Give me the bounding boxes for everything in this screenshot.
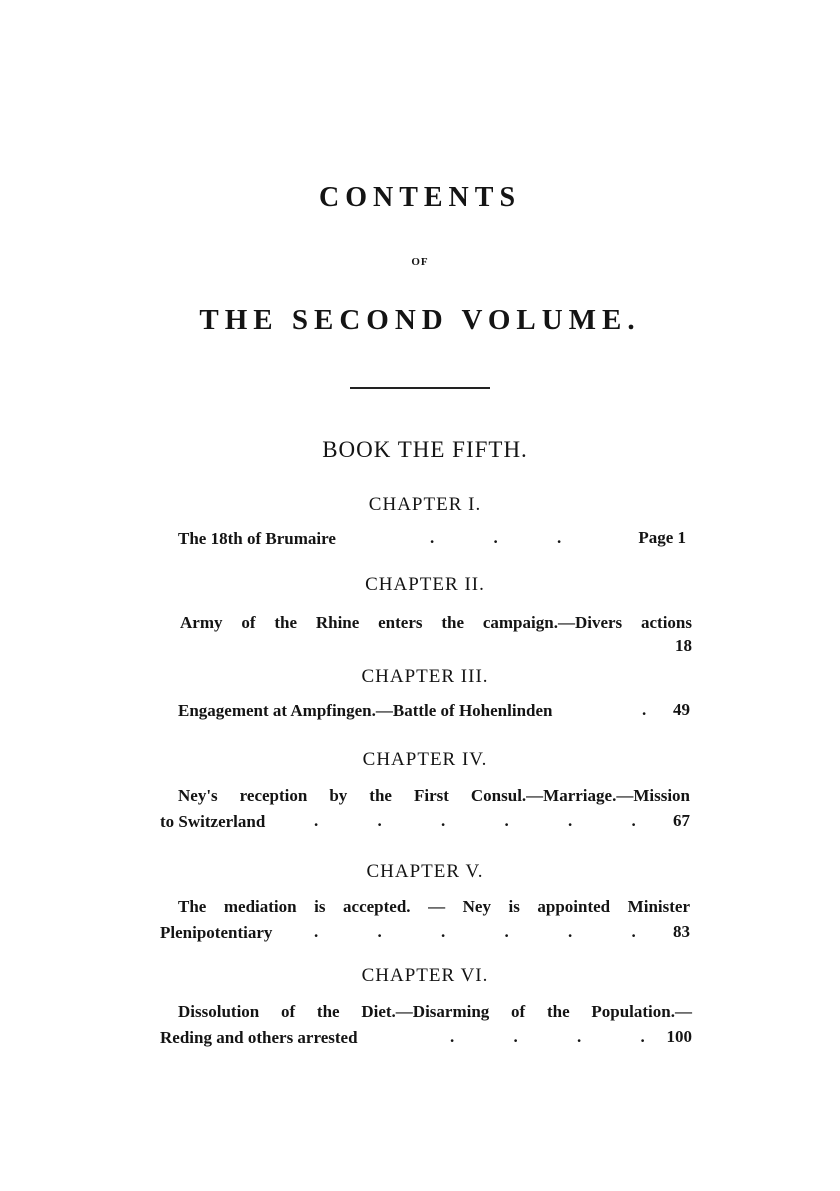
chapter-4-label: CHAPTER IV. bbox=[362, 749, 488, 770]
volume-heading: THE SECOND VOLUME. bbox=[199, 304, 641, 336]
of-heading: OF bbox=[411, 256, 429, 268]
chapter-5-label: CHAPTER V. bbox=[366, 861, 484, 882]
chapter-1-leader: . . . bbox=[430, 528, 562, 547]
chapter-4-title-line1: Ney's reception by the First Consul.—Marriage.—Mission bbox=[178, 786, 690, 805]
chapter-3-title: Engagement at Ampfingen.—Battle of Hohenlinden bbox=[178, 701, 553, 720]
chapter-6-label: CHAPTER VI. bbox=[361, 965, 489, 986]
chapter-5-page: 83 bbox=[673, 922, 690, 941]
chapter-1-label: CHAPTER I. bbox=[368, 494, 482, 515]
chapter-2-page: 18 bbox=[675, 636, 692, 655]
chapter-6-title-line1: Dissolution of the Diet.—Disarming of the Population.— bbox=[178, 1002, 692, 1021]
chapter-5-title-line1: The mediation is accepted. — Ney is appointed Minister bbox=[178, 897, 690, 916]
book-heading: BOOK THE FIFTH. bbox=[322, 437, 528, 462]
contents-heading: CONTENTS bbox=[318, 182, 522, 213]
chapter-6-leader: . . . . bbox=[450, 1027, 645, 1046]
chapter-5-title-line2: Plenipotentiary bbox=[160, 923, 273, 942]
chapter-3-label: CHAPTER III. bbox=[361, 666, 489, 687]
chapter-1-title: The 18th of Brumaire bbox=[178, 529, 336, 548]
chapter-2-title: Army of the Rhine enters the campaign.—Divers actions bbox=[180, 613, 692, 632]
chapter-1-page: Page 1 bbox=[638, 528, 686, 547]
chapter-2-label: CHAPTER II. bbox=[365, 574, 485, 595]
chapter-3-page: 49 bbox=[673, 700, 690, 719]
chapter-3-leader: . bbox=[642, 700, 647, 719]
chapter-4-leader: . . . . . . bbox=[314, 811, 636, 830]
chapter-5-leader: . . . . . . bbox=[314, 922, 636, 941]
chapter-4-title-line2: to Switzerland bbox=[160, 812, 266, 831]
chapter-6-page: 100 bbox=[666, 1027, 692, 1046]
chapter-6-title-line2: Reding and others arrested bbox=[160, 1028, 358, 1047]
chapter-4-page: 67 bbox=[673, 811, 690, 830]
divider-rule bbox=[350, 387, 490, 389]
